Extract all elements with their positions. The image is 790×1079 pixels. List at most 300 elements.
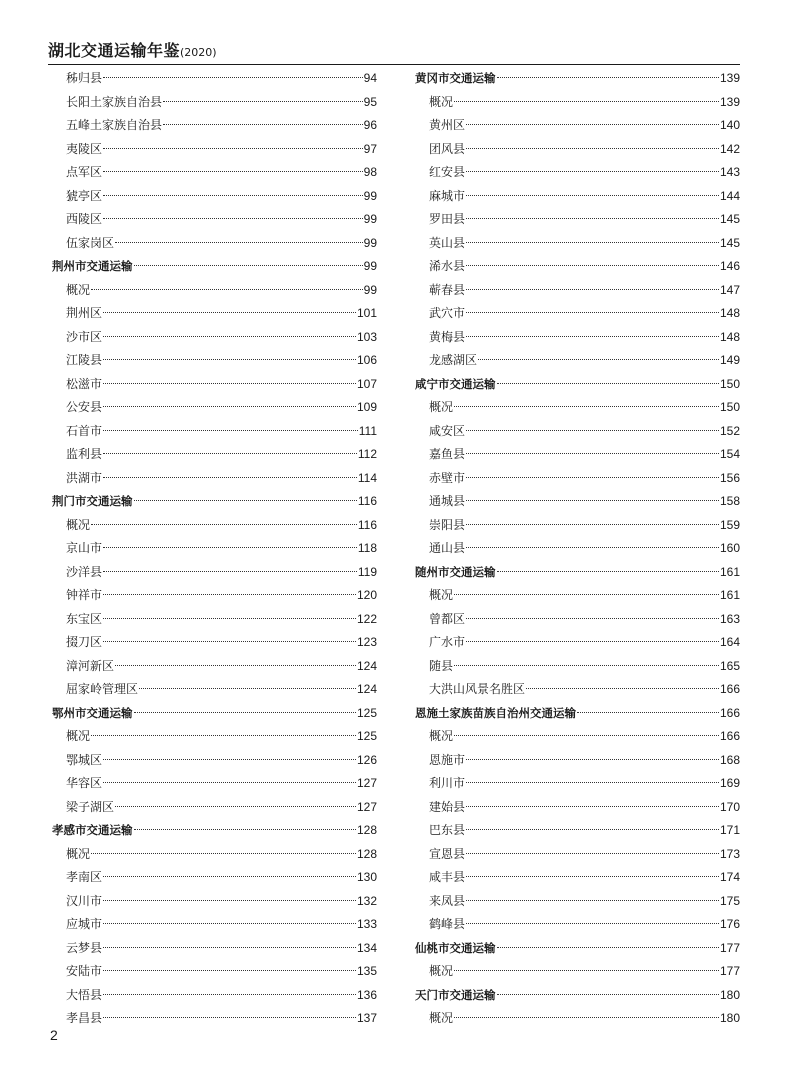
toc-entry-label: 咸宁市交通运输 xyxy=(415,376,496,391)
toc-entry-page: 116 xyxy=(357,517,377,532)
toc-entry-label: 沙洋县 xyxy=(66,564,103,579)
toc-entry[interactable] xyxy=(415,749,740,773)
toc-entry[interactable] xyxy=(52,443,377,467)
dot-leader xyxy=(103,406,356,407)
toc-entry-label: 江陵县 xyxy=(66,353,103,367)
toc-entry-label: 荆门市交通运输 xyxy=(52,494,133,508)
toc-entry[interactable] xyxy=(415,420,740,444)
toc-entry-page: 99 xyxy=(363,282,377,297)
toc-entry-label: 掇刀区 xyxy=(66,635,103,649)
dot-leader xyxy=(103,571,357,572)
toc-entry[interactable] xyxy=(52,373,377,397)
dot-leader xyxy=(497,77,719,78)
dot-leader xyxy=(91,735,356,736)
toc-entry[interactable] xyxy=(415,302,740,326)
dot-leader xyxy=(466,759,719,760)
toc-entry-label: 伍家岗区 xyxy=(66,235,115,250)
toc-entry-label: 随州市交通运输 xyxy=(415,564,496,579)
toc-entry-page: 175 xyxy=(719,893,740,908)
dot-leader xyxy=(466,900,719,901)
toc-entry[interactable] xyxy=(415,326,740,350)
toc-entry-page: 156 xyxy=(719,470,740,485)
toc-entry-label: 麻城市 xyxy=(429,188,466,203)
toc-entry[interactable] xyxy=(415,866,740,890)
toc-entry[interactable] xyxy=(52,890,377,914)
toc-entry-page: 169 xyxy=(719,776,740,790)
toc-entry-page: 116 xyxy=(357,494,377,508)
toc-entry-label: 概况 xyxy=(66,282,91,297)
toc-section-heading[interactable] xyxy=(415,937,740,961)
toc-entry[interactable] xyxy=(415,843,740,867)
toc-entry-label: 概况 xyxy=(429,1011,454,1025)
toc-entry-page: 111 xyxy=(358,423,377,438)
dot-leader xyxy=(115,806,356,807)
toc-entry-page: 142 xyxy=(719,141,740,156)
toc-entry[interactable] xyxy=(415,114,740,138)
toc-entry[interactable] xyxy=(415,913,740,937)
toc-entry[interactable] xyxy=(415,960,740,984)
dot-leader xyxy=(115,242,363,243)
toc-entry-page: 171 xyxy=(719,823,740,837)
dot-leader xyxy=(577,712,719,713)
toc-entry[interactable] xyxy=(415,514,740,538)
toc-entry-label: 随县 xyxy=(429,658,454,673)
toc-section-heading[interactable] xyxy=(415,67,740,91)
toc-entry-page: 145 xyxy=(719,235,740,250)
toc-entry-page: 126 xyxy=(356,752,377,767)
dot-leader xyxy=(466,547,719,548)
toc-entry-page: 143 xyxy=(719,165,740,179)
toc-entry-page: 114 xyxy=(357,470,377,485)
toc-entry-page: 150 xyxy=(719,376,740,391)
dot-leader xyxy=(163,101,363,102)
dot-leader xyxy=(466,829,719,830)
toc-entry[interactable] xyxy=(52,349,377,373)
toc-right-column xyxy=(415,67,740,1031)
toc-entry-page: 177 xyxy=(719,964,740,978)
toc-entry[interactable] xyxy=(415,185,740,209)
dot-leader xyxy=(103,477,357,478)
toc-entry[interactable] xyxy=(52,161,377,185)
dot-leader xyxy=(466,289,719,290)
toc-entry-page: 176 xyxy=(719,917,740,931)
toc-entry[interactable] xyxy=(52,772,377,796)
toc-entry-label: 概况 xyxy=(429,400,454,414)
toc-entry[interactable] xyxy=(415,584,740,608)
toc-entry-label: 咸安区 xyxy=(429,423,466,438)
toc-entry-label: 华容区 xyxy=(66,776,103,790)
toc-entry[interactable] xyxy=(415,1007,740,1031)
toc-entry-label: 钟祥市 xyxy=(66,588,103,602)
toc-entry-page: 147 xyxy=(719,282,740,297)
toc-entry-label: 概况 xyxy=(66,846,91,861)
toc-entry-label: 天门市交通运输 xyxy=(415,987,496,1002)
toc-entry[interactable] xyxy=(52,91,377,115)
toc-entry-page: 144 xyxy=(719,188,740,203)
dot-leader xyxy=(466,124,719,125)
toc-entry[interactable] xyxy=(52,937,377,961)
toc-entry-label: 概况 xyxy=(66,517,91,532)
toc-section-heading[interactable] xyxy=(415,984,740,1008)
toc-entry[interactable] xyxy=(52,114,377,138)
dot-leader xyxy=(91,524,357,525)
toc-entry[interactable] xyxy=(52,725,377,749)
dot-leader xyxy=(103,547,357,548)
dot-leader xyxy=(454,735,719,736)
toc-entry[interactable] xyxy=(52,326,377,350)
toc-entry-label: 巴东县 xyxy=(429,823,466,837)
dot-leader xyxy=(163,124,363,125)
dot-leader xyxy=(103,312,356,313)
toc-entry-label: 孝感市交通运输 xyxy=(52,823,133,837)
toc-entry-page: 134 xyxy=(356,940,377,955)
toc-entry-label: 恩施土家族苗族自治州交通运输 xyxy=(415,705,576,720)
toc-entry-page: 165 xyxy=(719,658,740,673)
toc-entry-page: 119 xyxy=(357,564,377,579)
dot-leader xyxy=(103,947,356,948)
toc-entry-page: 112 xyxy=(357,447,377,461)
dot-leader xyxy=(466,265,719,266)
toc-entry-page: 150 xyxy=(719,400,740,414)
toc-entry-label: 概况 xyxy=(429,588,454,602)
toc-entry-page: 98 xyxy=(363,165,377,179)
toc-entry-label: 黄梅县 xyxy=(429,329,466,344)
toc-entry[interactable] xyxy=(415,232,740,256)
toc-entry[interactable] xyxy=(52,749,377,773)
toc-entry-label: 猇亭区 xyxy=(66,188,103,203)
toc-section-heading[interactable] xyxy=(52,490,377,514)
toc-entry-label: 团风县 xyxy=(429,141,466,156)
dot-leader xyxy=(103,359,356,360)
toc-entry-page: 96 xyxy=(363,118,377,132)
running-header xyxy=(48,40,740,65)
dot-leader xyxy=(466,500,719,501)
dot-leader xyxy=(103,782,356,783)
toc-entry[interactable] xyxy=(415,490,740,514)
toc-entry[interactable] xyxy=(415,349,740,373)
book-title-text: 湖北交通运输年鉴 xyxy=(48,41,181,60)
toc-entry-page: 127 xyxy=(356,799,377,814)
dot-leader xyxy=(497,383,719,384)
toc-entry-label: 监利县 xyxy=(66,447,103,461)
toc-entry-label: 概况 xyxy=(429,964,454,978)
toc-entry-page: 109 xyxy=(356,400,377,414)
toc-entry[interactable] xyxy=(415,537,740,561)
toc-entry-label: 大悟县 xyxy=(66,987,103,1002)
dot-leader xyxy=(526,688,719,689)
dot-leader xyxy=(466,430,719,431)
toc-entry-page: 125 xyxy=(356,705,377,720)
dot-leader xyxy=(497,994,719,995)
toc-entry[interactable] xyxy=(52,138,377,162)
dot-leader xyxy=(454,970,719,971)
toc-entry-label: 京山市 xyxy=(66,541,103,555)
toc-entry-label: 安陆市 xyxy=(66,964,103,978)
toc-entry-page: 168 xyxy=(719,752,740,767)
toc-entry-page: 177 xyxy=(719,940,740,955)
toc-entry-label: 公安县 xyxy=(66,400,103,414)
toc-entry-page: 166 xyxy=(719,705,740,720)
toc-entry-label: 仙桃市交通运输 xyxy=(415,940,496,955)
toc-entry-label: 应城市 xyxy=(66,917,103,931)
toc-entry-label: 沙市区 xyxy=(66,329,103,344)
toc-entry-page: 122 xyxy=(356,611,377,626)
toc-entry-label: 红安县 xyxy=(429,165,466,179)
toc-entry[interactable] xyxy=(52,960,377,984)
toc-entry-label: 点军区 xyxy=(66,165,103,179)
toc-entry[interactable] xyxy=(52,537,377,561)
toc-entry[interactable] xyxy=(52,608,377,632)
dot-leader xyxy=(466,242,719,243)
book-year: (2020) xyxy=(180,46,217,59)
toc-entry[interactable] xyxy=(52,232,377,256)
toc-entry-page: 103 xyxy=(356,329,377,344)
toc-entry[interactable] xyxy=(52,984,377,1008)
toc-entry-label: 咸丰县 xyxy=(429,870,466,884)
toc-entry-page: 139 xyxy=(719,71,740,85)
toc-entry[interactable] xyxy=(415,279,740,303)
dot-leader xyxy=(103,77,363,78)
toc-entry-page: 140 xyxy=(719,118,740,132)
toc-entry-label: 孝南区 xyxy=(66,870,103,884)
toc-entry-page: 149 xyxy=(719,353,740,367)
toc-entry[interactable] xyxy=(415,819,740,843)
toc-entry-label: 大洪山风景名胜区 xyxy=(429,682,526,696)
toc-entry-label: 秭归县 xyxy=(66,71,103,85)
toc-entry-page: 127 xyxy=(356,776,377,790)
toc-entry-label: 梁子湖区 xyxy=(66,799,115,814)
toc-entry-page: 139 xyxy=(719,94,740,109)
toc-entry[interactable] xyxy=(52,866,377,890)
toc-entry[interactable] xyxy=(415,655,740,679)
toc-entry-page: 148 xyxy=(719,329,740,344)
toc-entry[interactable] xyxy=(52,678,377,702)
toc-section-heading[interactable] xyxy=(52,702,377,726)
toc-section-heading[interactable] xyxy=(52,819,377,843)
toc-entry-page: 160 xyxy=(719,541,740,555)
toc-entry-page: 173 xyxy=(719,846,740,861)
dot-leader xyxy=(139,688,356,689)
toc-entry-label: 石首市 xyxy=(66,423,103,438)
dot-leader xyxy=(497,571,719,572)
toc-entry-page: 164 xyxy=(719,635,740,649)
toc-entry-page: 118 xyxy=(357,541,377,555)
toc-entry-label: 建始县 xyxy=(429,799,466,814)
toc-entry-page: 180 xyxy=(719,987,740,1002)
toc-entry-label: 长阳土家族自治县 xyxy=(66,94,163,109)
toc-entry[interactable] xyxy=(415,772,740,796)
dot-leader xyxy=(103,759,356,760)
toc-entry-page: 107 xyxy=(356,376,377,391)
toc-entry-page: 128 xyxy=(356,823,377,837)
toc-entry-page: 99 xyxy=(363,188,377,203)
toc-entry-label: 蕲春县 xyxy=(429,282,466,297)
dot-leader xyxy=(466,453,719,454)
toc-section-heading[interactable] xyxy=(415,373,740,397)
toc-entry[interactable] xyxy=(52,796,377,820)
dot-leader xyxy=(103,876,356,877)
toc-entry-page: 130 xyxy=(356,870,377,884)
dot-leader xyxy=(466,618,719,619)
toc-entry-page: 120 xyxy=(356,588,377,602)
toc-entry[interactable] xyxy=(415,467,740,491)
dot-leader xyxy=(134,712,356,713)
toc-entry-label: 宣恩县 xyxy=(429,846,466,861)
toc-entry-label: 英山县 xyxy=(429,235,466,250)
toc-entry-page: 163 xyxy=(719,611,740,626)
toc-section-heading[interactable] xyxy=(415,561,740,585)
toc-entry-page: 94 xyxy=(363,71,377,85)
toc-entry-page: 148 xyxy=(719,306,740,320)
toc-entry-label: 鄂城区 xyxy=(66,752,103,767)
dot-leader xyxy=(466,477,719,478)
dot-leader xyxy=(466,641,719,642)
toc-entry-label: 恩施市 xyxy=(429,752,466,767)
toc-entry-page: 124 xyxy=(356,658,377,673)
toc-entry[interactable] xyxy=(52,420,377,444)
toc-entry[interactable] xyxy=(415,725,740,749)
toc-entry[interactable] xyxy=(52,279,377,303)
toc-entry[interactable] xyxy=(52,302,377,326)
toc-entry-label: 东宝区 xyxy=(66,611,103,626)
toc-entry-page: 125 xyxy=(356,729,377,743)
page-number: 2 xyxy=(50,1027,58,1043)
toc-entry-label: 通城县 xyxy=(429,494,466,508)
dot-leader xyxy=(134,265,363,266)
toc-entry-page: 145 xyxy=(719,212,740,226)
toc-entry[interactable] xyxy=(52,467,377,491)
toc-entry-label: 鹤峰县 xyxy=(429,917,466,931)
toc-entry[interactable] xyxy=(415,678,740,702)
toc-entry[interactable] xyxy=(415,91,740,115)
dot-leader xyxy=(454,594,719,595)
toc-entry-label: 来凤县 xyxy=(429,893,466,908)
dot-leader xyxy=(103,195,363,196)
dot-leader xyxy=(466,524,719,525)
toc-entry-label: 武穴市 xyxy=(429,306,466,320)
toc-entry-label: 黄州区 xyxy=(429,118,466,132)
toc-entry-label: 通山县 xyxy=(429,541,466,555)
toc-entry[interactable] xyxy=(52,913,377,937)
dot-leader xyxy=(466,876,719,877)
toc-entry[interactable] xyxy=(415,608,740,632)
toc-entry[interactable] xyxy=(52,514,377,538)
dot-leader xyxy=(103,171,363,172)
toc-left-column xyxy=(52,67,377,1031)
toc-entry[interactable] xyxy=(415,161,740,185)
dot-leader xyxy=(466,171,719,172)
dot-leader xyxy=(115,665,356,666)
toc-entry-page: 174 xyxy=(719,870,740,884)
toc-entry-page: 132 xyxy=(356,893,377,908)
toc-entry[interactable] xyxy=(415,138,740,162)
dot-leader xyxy=(103,336,356,337)
dot-leader xyxy=(466,806,719,807)
dot-leader xyxy=(466,782,719,783)
toc-entry-page: 146 xyxy=(719,259,740,273)
toc-entry-label: 黄冈市交通运输 xyxy=(415,71,496,85)
toc-entry-label: 鄂州市交通运输 xyxy=(52,705,133,720)
dot-leader xyxy=(454,665,719,666)
toc-entry-label: 龙感湖区 xyxy=(429,353,478,367)
toc-entry[interactable] xyxy=(52,843,377,867)
dot-leader xyxy=(103,430,358,431)
toc-entry-page: 152 xyxy=(719,423,740,438)
toc-entry-label: 曾都区 xyxy=(429,611,466,626)
dot-leader xyxy=(103,900,356,901)
dot-leader xyxy=(466,336,719,337)
dot-leader xyxy=(103,383,356,384)
toc-entry-label: 赤壁市 xyxy=(429,470,466,485)
toc-entry[interactable] xyxy=(52,584,377,608)
toc-entry-page: 99 xyxy=(363,259,377,273)
toc-entry-page: 128 xyxy=(356,846,377,861)
toc-entry[interactable] xyxy=(52,67,377,91)
toc-entry-page: 161 xyxy=(719,588,740,602)
dot-leader xyxy=(103,218,363,219)
toc-entry-label: 利川市 xyxy=(429,776,466,790)
dot-leader xyxy=(91,289,363,290)
toc-entry-label: 洪湖市 xyxy=(66,470,103,485)
dot-leader xyxy=(103,994,356,995)
dot-leader xyxy=(103,618,356,619)
toc-entry[interactable] xyxy=(52,208,377,232)
toc-entry[interactable] xyxy=(52,185,377,209)
toc-entry-label: 广水市 xyxy=(429,635,466,649)
toc-entry[interactable] xyxy=(415,890,740,914)
toc-entry-page: 136 xyxy=(356,987,377,1002)
toc-entry-page: 95 xyxy=(363,94,377,109)
dot-leader xyxy=(466,195,719,196)
toc-entry[interactable] xyxy=(415,208,740,232)
dot-leader xyxy=(454,406,719,407)
dot-leader xyxy=(466,853,719,854)
toc-entry-label: 松滋市 xyxy=(66,376,103,391)
toc-entry[interactable] xyxy=(415,396,740,420)
toc-entry[interactable] xyxy=(52,561,377,585)
toc-entry-page: 99 xyxy=(363,212,377,226)
dot-leader xyxy=(478,359,719,360)
dot-leader xyxy=(91,853,356,854)
toc-entry-label: 概况 xyxy=(429,729,454,743)
toc-entry[interactable] xyxy=(52,1007,377,1031)
toc-entry-page: 133 xyxy=(356,917,377,931)
toc-entry[interactable] xyxy=(52,655,377,679)
toc-entry[interactable] xyxy=(415,255,740,279)
dot-leader xyxy=(103,453,357,454)
toc-section-heading[interactable] xyxy=(415,702,740,726)
dot-leader xyxy=(466,312,719,313)
toc-section-heading[interactable] xyxy=(52,255,377,279)
dot-leader xyxy=(134,829,356,830)
toc-entry-label: 浠水县 xyxy=(429,259,466,273)
toc-entry[interactable] xyxy=(415,443,740,467)
dot-leader xyxy=(466,923,719,924)
dot-leader xyxy=(134,500,357,501)
toc-entry[interactable] xyxy=(52,396,377,420)
toc-entry-page: 106 xyxy=(356,353,377,367)
toc-entry[interactable] xyxy=(52,631,377,655)
toc-entry-page: 166 xyxy=(719,729,740,743)
toc-entry[interactable] xyxy=(415,796,740,820)
toc-entry-page: 161 xyxy=(719,564,740,579)
toc-entry[interactable] xyxy=(415,631,740,655)
toc-entry-page: 166 xyxy=(719,682,740,696)
toc-entry-label: 西陵区 xyxy=(66,212,103,226)
toc-entry-label: 概况 xyxy=(429,94,454,109)
toc-entry-label: 崇阳县 xyxy=(429,517,466,532)
dot-leader xyxy=(103,970,356,971)
